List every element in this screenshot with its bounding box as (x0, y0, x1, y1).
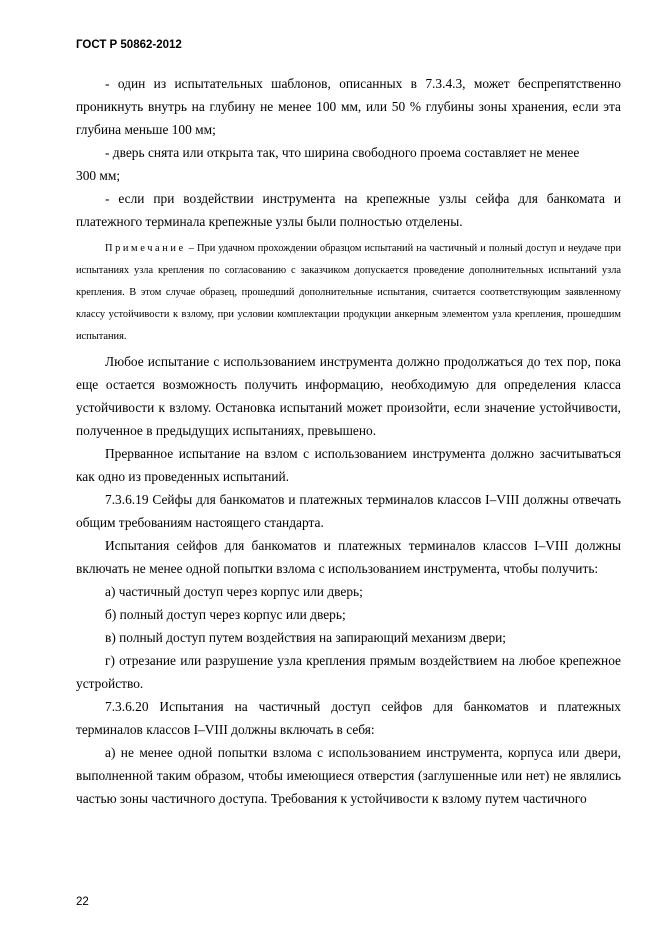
document-body (76, 72, 621, 810)
list-item-c-lock-access: в) полный доступ путем воздействия на запирающий механизм двери; (105, 630, 507, 645)
paragraph-interrupted-test: Прерванное испытание на взлом с использованием инструмента должно засчитываться как одно из проведенных испытаний. (76, 446, 621, 484)
clause-7-3-6-19: 7.3.6.19 Сейфы для банкоматов и платежных терминалов классов I–VIII должны отвечать общим требованиям настоящего стандарта. (76, 492, 621, 530)
paragraph-tests-include: Испытания сейфов для банкоматов и платежных терминалов классов I–VIII должны включать не менее одной попытки взлома с использованием инструмента, чтобы получить: (76, 538, 621, 576)
list-item-door-removed: - дверь снята или открыта так, что ширина свободного проема составляет не менее (105, 145, 580, 160)
note-text: При удачном прохождении образцом испытаний на частичный и полный доступ и неудаче при испытаниях узла крепления по согласованию с заказчиком допускается проведение дополнительных испытаний узла крепления. В этом случае образец, прошедший дополнительные испытания, считается соответствующим заявленному классу устойчивости к взлому, при условии комплектации продукции анкерным элементом узла крепления, прошедшим испытания. (76, 243, 622, 342)
list-item-fasteners-separated: - если при воздействии инструмента на крепежные узлы сейфа для банкомата и платежного терминала крепежные узлы были полностью отделены. (76, 191, 621, 229)
note-dash: – (185, 243, 198, 254)
list-item-a-partial-access: а) частичный доступ через корпус или дверь; (105, 584, 363, 599)
list-item-b-full-access: б) полный доступ через корпус или дверь; (105, 607, 346, 622)
list-item-door-removed-continuation: 300 мм; (76, 168, 121, 183)
list-item-template-penetration: - один из испытательных шаблонов, описанных в 7.3.4.3, может беспрепятственно проникнуть внутрь на глубину не менее 100 мм, или 50 % глубины зоны хранения, если эта глубина меньше 100 мм; (76, 76, 621, 137)
document-code-header: ГОСТ Р 50862-2012 (76, 39, 182, 51)
paragraph-test-continuation: Любое испытание с использованием инструмента должно продолжаться до тех пор, пока еще остается возможность получить информацию, необходимую для определения класса устойчивости к взлому. Остановка испытаний может произойти, если значение устойчивости, полученное в предыдущих испытаниях, превышено. (76, 354, 621, 438)
clause-7-3-6-20: 7.3.6.20 Испытания на частичный доступ сейфов для банкоматов и платежных терминалов классов I–VIII должны включать в себя: (76, 699, 621, 737)
page-number: 22 (76, 896, 89, 908)
list-item-a-tool-attack: а) не менее одной попытки взлома с использованием инструмента, корпуса или двери, выполненной таким образом, чтобы имеющиеся отверстия (заглушенные или нет) не являлись частью зоны частичного доступа. Требования к устойчивости к взлому путем частичного (76, 745, 621, 806)
list-item-d-anchor-cutting: г) отрезание или разрушение узла крепления прямым воздействием на любое крепежное устройство. (76, 653, 621, 691)
note-label: Примечание (105, 243, 186, 254)
note-block (76, 238, 621, 348)
